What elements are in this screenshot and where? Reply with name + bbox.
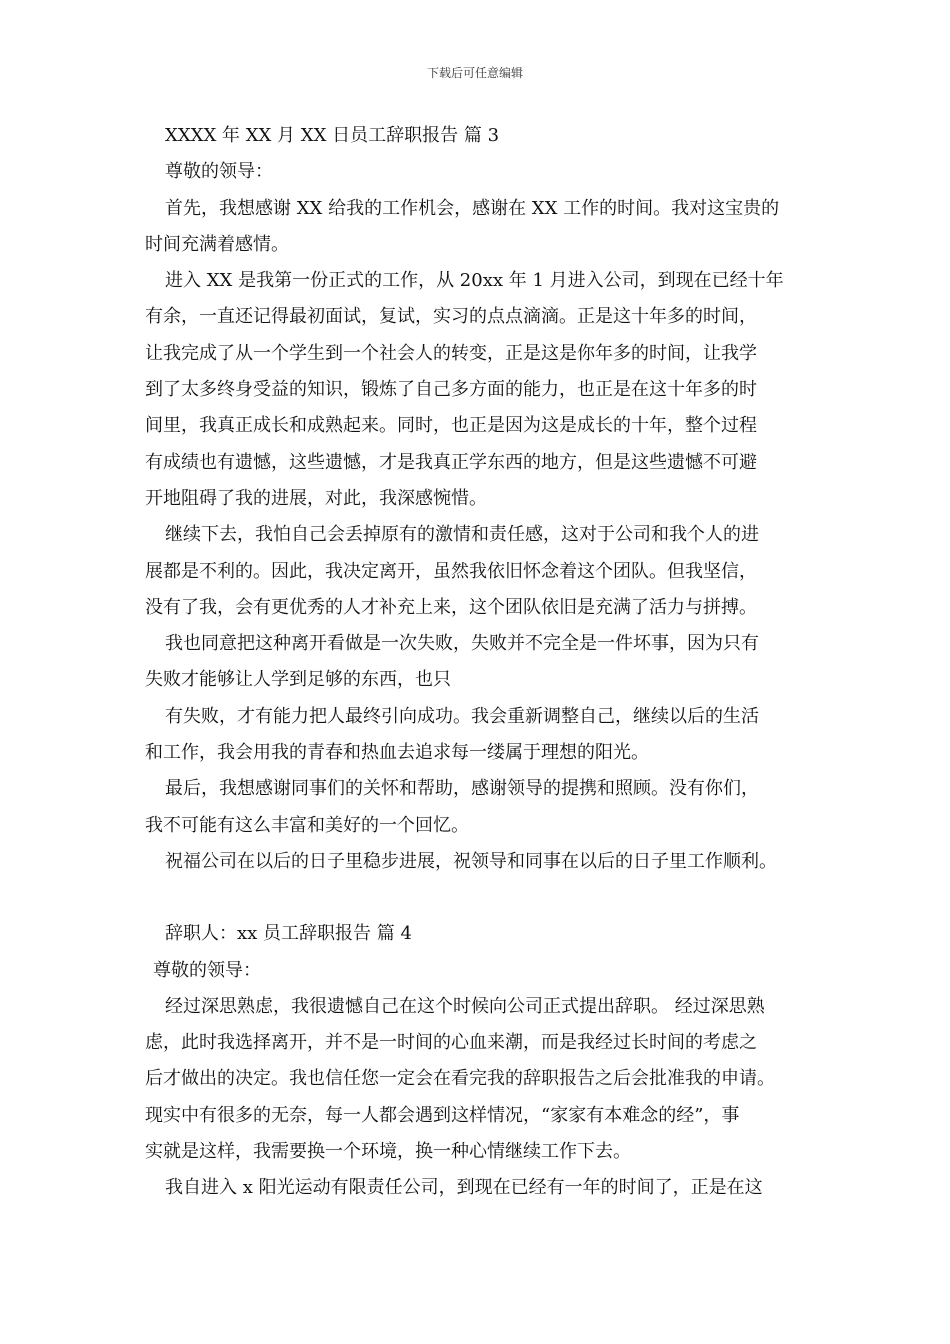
page-header: 下载后可任意编辑 <box>426 66 523 80</box>
paragraph-line: 实就是这样，我需要换一个环境，换一种心情继续工作下去。 <box>145 1141 631 1163</box>
paragraph-line: 现实中有很多的无奈，每一人都会遇到这样情况，“家家有本难念的经”，事 <box>145 1104 740 1126</box>
paragraph-line: 有成绩也有遗憾，这些遗憾，才是我真正学东西的地方，但是这些遗憾不可避 <box>145 451 757 473</box>
document-body <box>145 118 825 1207</box>
paragraph-line: 继续下去，我怕自己会丢掉原有的激情和责任感，这对于公司和我个人的进 <box>165 524 759 546</box>
paragraph-line: 虑，此时我选择离开，并不是一时间的心血来潮，而是我经过长时间的考虑之 <box>145 1032 757 1054</box>
section-4-salutation: 尊敬的领导： <box>153 959 261 981</box>
section-3-title: XXXX 年 XX 月 XX 日员工辞职报告 篇 3 <box>165 125 500 146</box>
paragraph-line: 间里，我真正成长和成熟起来。同时，也正是因为这是成长的十年，整个过程 <box>145 415 757 437</box>
paragraph-line: 到了太多终身受益的知识，锻炼了自己多方面的能力，也正是在这十年多的时 <box>145 379 757 401</box>
paragraph-line: 最后，我想感谢同事们的关怀和帮助，感谢领导的提携和照顾。没有你们， <box>165 778 759 800</box>
paragraph-line: 让我完成了从一个学生到一个社会人的转变，正是这是你年多的时间，让我学 <box>145 342 757 364</box>
section-4-title: 辞职人：xx 员工辞职报告 篇 4 <box>165 923 412 945</box>
paragraph-line: 我也同意把这种离开看做是一次失败，失败并不完全是一件坏事，因为只有 <box>165 633 759 655</box>
paragraph-line: 祝福公司在以后的日子里稳步进展，祝领导和同事在以后的日子里工作顺利。 <box>165 850 777 872</box>
paragraph-line: 时间充满着感情。 <box>145 233 289 255</box>
paragraph-line: 进入 XX 是我第一份正式的工作，从 20xx 年 1 月进入公司，到现在已经十年 <box>165 270 784 292</box>
paragraph-line: 后才做出的决定。我也信任您一定会在看完我的辞职报告之后会批准我的申请。 <box>145 1068 775 1090</box>
paragraph-line: 首先，我想感谢 XX 给我的工作机会，感谢在 XX 工作的时间。我对这宝贵的 <box>165 197 780 219</box>
paragraph-line: 我不可能有这么丰富和美好的一个回忆。 <box>145 814 469 836</box>
paragraph-line: 展都是不利的。因此，我决定离开，虽然我依旧怀念着这个团队。但我坚信， <box>145 560 757 582</box>
section-3-salutation: 尊敬的领导： <box>165 161 273 183</box>
section-gap <box>145 880 825 916</box>
paragraph-line: 失败才能够让人学到足够的东西，也只 <box>145 669 451 691</box>
paragraph-line: 经过深思熟虑，我很遗憾自己在这个时候向公司正式提出辞职。 经过深思熟 <box>165 995 765 1017</box>
paragraph-line: 有失败，才有能力把人最终引向成功。我会重新调整自己，继续以后的生活 <box>165 705 759 727</box>
paragraph-line: 我自进入 x 阳光运动有限责任公司，到现在已经有一年的时间了，正是在这 <box>165 1177 763 1199</box>
paragraph-line: 开地阻碍了我的进展，对此，我深感惋惜。 <box>145 487 487 509</box>
paragraph-line: 没有了我，会有更优秀的人才补充上来，这个团队依旧是充满了活力与拼搏。 <box>145 596 757 618</box>
paragraph-line: 和工作，我会用我的青春和热血去追求每一缕属于理想的阳光。 <box>145 742 649 764</box>
paragraph-line: 有余，一直还记得最初面试，复试，实习的点点滴滴。正是这十年多的时间， <box>145 306 757 328</box>
